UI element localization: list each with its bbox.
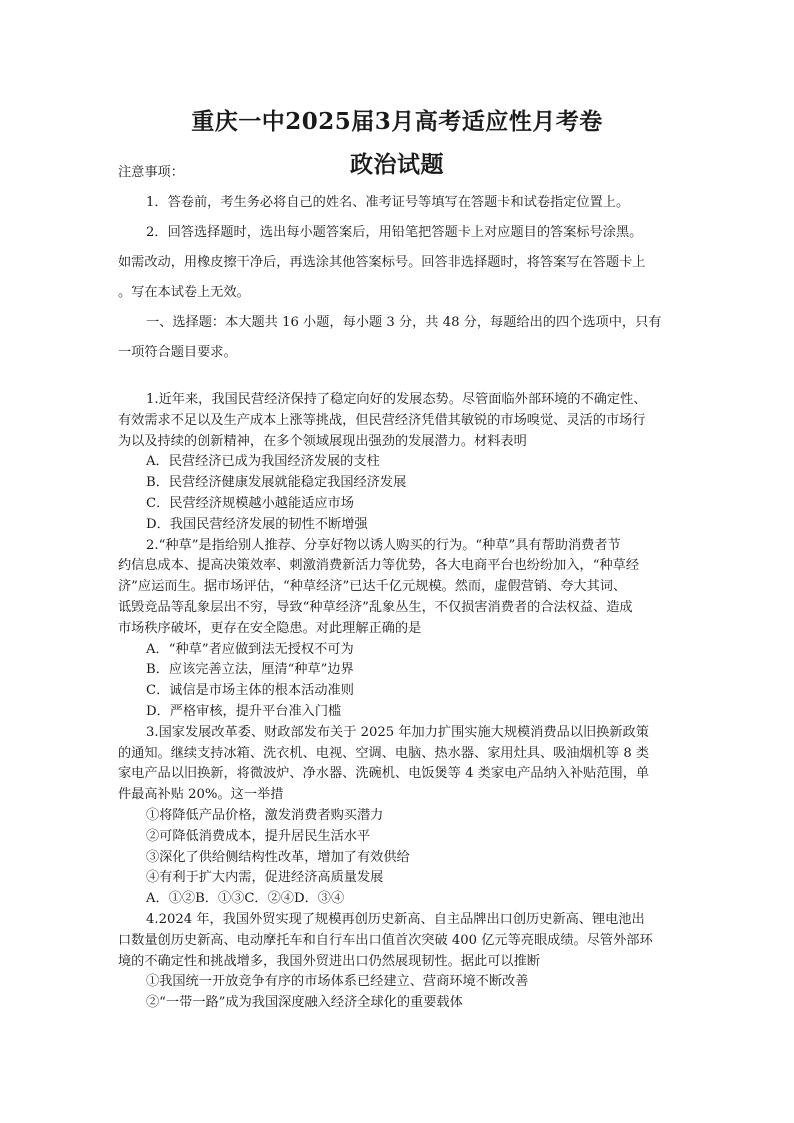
answer-option: A．“种草”者应做到法无授权不可为 — [146, 641, 354, 657]
question-stem-line: 口数量创历史新高、电动摩托车和自行车出口值首次突破 400 亿元等亮眼成绩。尽管外部环 — [118, 932, 653, 948]
question-1 — [118, 390, 678, 536]
question-4 — [118, 910, 678, 1014]
notice-heading: 注意事项： — [118, 165, 184, 180]
question-stem-line: 诋毁竞品等乱象层出不穷，导致“种草经济”乱象丛生，不仅损害消费者的合法权益、造成 — [118, 599, 633, 615]
answer-statement: ①将降低产品价格，激发消费者购买潜力 — [146, 807, 384, 823]
answer-option: C．民营经济规模越小越能适应市场 — [146, 495, 354, 511]
exam-title: 重庆一中2025届3月高考适应性月考卷 — [191, 108, 603, 135]
answer-option: A．①②B．①③C．②④D．③④ — [146, 891, 345, 907]
question-stem-line: 的通知。继续支持冰箱、洗衣机、电视、空调、电脑、热水器、家用灶具、吸油烟机等 8 类 — [118, 745, 650, 761]
answer-statement: ③深化了供给侧结构性改革，增加了有效供给 — [146, 849, 410, 865]
answer-option: A．民营经济已成为我国经济发展的支柱 — [146, 454, 380, 470]
question-stem-line: 境的不确定性和挑战增多，我国外贸进出口仍然展现韧性。据此可以推断 — [118, 953, 540, 969]
question-stem-line: 件最高补贴 20%。这一举措 — [118, 787, 284, 803]
questions-section — [118, 390, 678, 1014]
question-stem-line: 1.近年来，我国民营经济保持了稳定向好的发展态势。尽管面临外部环境的不确定性、 — [146, 392, 647, 407]
answer-statement: ①我国统一开放竞争有序的市场体系已经建立、营商环境不断改善 — [146, 974, 529, 990]
exam-subject-title: 政治试题 — [350, 151, 444, 178]
answer-statement: ④有利于扩大内需，促进经济高质量发展 — [146, 870, 384, 886]
question-stem-line: 为以及持续的创新精神，在多个领域展现出强劲的发展潜力。材料表明 — [118, 433, 527, 449]
answer-option: D．我国民营经济发展的韧性不断增强 — [146, 516, 368, 532]
notice-line: 如需改动，用橡皮擦干净后，再选涂其他答案标号。回答非选择题时，将答案写在答题卡上 — [118, 255, 646, 270]
notice-line: 1．答卷前，考生务必将自己的姓名、准考证号等填写在答题卡和试卷指定位置上。 — [146, 195, 630, 210]
answer-option: C．诚信是市场主体的根本活动准则 — [146, 683, 354, 699]
answer-statement: ②“一带一路”成为我国深度融入经济全球化的重要载体 — [146, 995, 463, 1011]
question-stem-line: 约信息成本、提高决策效率、刺激消费新活力等优势，各大电商平台也纷纷加入，“种草经 — [118, 558, 640, 574]
question-stem-line: 家电产品以旧换新，将微波炉、净水器、洗碗机、电饭煲等 4 类家电产品纳入补贴范围，单 — [118, 766, 650, 782]
answer-option: D．严格审核，提升平台准入门槛 — [146, 703, 342, 719]
question-stem-line: 市场秩序破坏，更存在安全隐患。对此理解正确的是 — [118, 620, 422, 636]
notice-section — [118, 158, 678, 368]
answer-option: B．民营经济健康发展就能稳定我国经济发展 — [146, 475, 407, 491]
notice-line: 。写在本试卷上无效。 — [118, 285, 250, 300]
question-stem-line: 4.2024 年，我国外贸实现了规模再创历史新高、自主品牌出口创历史新高、锂电池出 — [146, 911, 645, 927]
notice-line: 2．回答选择题时，选出每小题答案后，用铅笔把答题卡上对应题目的答案标号涂黑。 — [146, 225, 643, 240]
section-heading-line: 一、选择题：本大题共 16 小题，每小题 3 分，共 48 分，每题给出的四个选项中，只有 — [146, 315, 662, 330]
answer-option: B．应该完善立法，厘清“种草”边界 — [146, 662, 354, 678]
question-stem-line: 有效需求不足以及生产成本上涨等挑战，但民营经济凭借其敏锐的市场嗅觉、灵活的市场行 — [118, 412, 646, 428]
question-stem-line: 2.“种草”是指给别人推荐、分享好物以诱人购买的行为。“种草”具有帮助消费者节 — [146, 537, 621, 553]
question-3 — [118, 723, 678, 910]
question-2 — [118, 536, 678, 723]
question-stem-line: 济”应运而生。据市场评估，“种草经济”已达千亿元规模。然而，虚假营销、夸大其词、 — [118, 579, 627, 595]
question-stem-line: 3.国家发展改革委、财政部发布关于 2025 年加力扩围实施大规模消费品以旧换新政策 — [146, 724, 649, 740]
answer-statement: ②可降低消费成本，提升居民生活水平 — [146, 828, 371, 844]
section-heading-line: 一项符合题目要求。 — [118, 345, 237, 360]
